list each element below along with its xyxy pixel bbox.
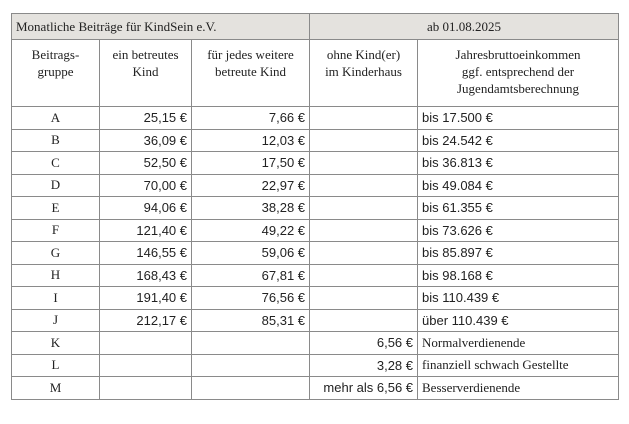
income-cell: bis 85.897 €	[418, 242, 619, 265]
one-child-fee-cell: 52,50 €	[100, 152, 192, 175]
header-one-child: ein betreutes Kind	[100, 40, 192, 107]
no-children-fee-cell	[310, 287, 418, 310]
each-further-child-fee-cell: 67,81 €	[192, 264, 310, 287]
each-further-child-fee-cell: 7,66 €	[192, 107, 310, 130]
no-children-fee-cell	[310, 264, 418, 287]
header-annual-income: Jahresbruttoeinkommen ggf. entsprechend der Jugendamtsberechnung	[418, 40, 619, 107]
one-child-fee-cell	[100, 377, 192, 400]
title-row	[12, 14, 619, 40]
no-children-fee-cell: 6,56 €	[310, 332, 418, 355]
one-child-fee-cell: 191,40 €	[100, 287, 192, 310]
header-each-further-child: für jedes weitere betreute Kind	[192, 40, 310, 107]
fee-table	[11, 13, 619, 400]
income-cell: bis 73.626 €	[418, 219, 619, 242]
table-row	[12, 309, 619, 332]
header-group: Beitrags- gruppe	[12, 40, 100, 107]
group-cell: M	[12, 377, 100, 400]
each-further-child-fee-cell: 49,22 €	[192, 219, 310, 242]
income-cell: Normalverdienende	[418, 332, 619, 355]
no-children-fee-cell	[310, 107, 418, 130]
one-child-fee-cell: 94,06 €	[100, 197, 192, 220]
one-child-fee-cell: 121,40 €	[100, 219, 192, 242]
income-cell: bis 36.813 €	[418, 152, 619, 175]
group-cell: J	[12, 309, 100, 332]
one-child-fee-cell: 168,43 €	[100, 264, 192, 287]
table-title: Monatliche Beiträge für KindSein e.V.	[12, 14, 310, 40]
income-cell: bis 49.084 €	[418, 174, 619, 197]
no-children-fee-cell	[310, 152, 418, 175]
group-cell: K	[12, 332, 100, 355]
each-further-child-fee-cell	[192, 332, 310, 355]
income-cell: bis 98.168 €	[418, 264, 619, 287]
table-row	[12, 264, 619, 287]
no-children-fee-cell	[310, 242, 418, 265]
header-no-children: ohne Kind(er) im Kinderhaus	[310, 40, 418, 107]
table-row	[12, 174, 619, 197]
each-further-child-fee-cell	[192, 377, 310, 400]
no-children-fee-cell	[310, 219, 418, 242]
valid-from-date: ab 01.08.2025	[310, 14, 619, 40]
each-further-child-fee-cell: 12,03 €	[192, 129, 310, 152]
group-cell: E	[12, 197, 100, 220]
each-further-child-fee-cell: 76,56 €	[192, 287, 310, 310]
group-cell: D	[12, 174, 100, 197]
group-cell: H	[12, 264, 100, 287]
one-child-fee-cell: 36,09 €	[100, 129, 192, 152]
income-cell: finanziell schwach Gestellte	[418, 354, 619, 377]
no-children-fee-cell: mehr als 6,56 €	[310, 377, 418, 400]
table-row	[12, 107, 619, 130]
income-cell: Besserverdienende	[418, 377, 619, 400]
no-children-fee-cell	[310, 129, 418, 152]
no-children-fee-cell	[310, 174, 418, 197]
one-child-fee-cell: 25,15 €	[100, 107, 192, 130]
each-further-child-fee-cell: 22,97 €	[192, 174, 310, 197]
group-cell: B	[12, 129, 100, 152]
group-cell: L	[12, 354, 100, 377]
one-child-fee-cell	[100, 354, 192, 377]
table-row	[12, 332, 619, 355]
group-cell: C	[12, 152, 100, 175]
group-cell: A	[12, 107, 100, 130]
group-cell: G	[12, 242, 100, 265]
one-child-fee-cell: 146,55 €	[100, 242, 192, 265]
one-child-fee-cell: 212,17 €	[100, 309, 192, 332]
one-child-fee-cell: 70,00 €	[100, 174, 192, 197]
table-row	[12, 129, 619, 152]
table-row	[12, 377, 619, 400]
no-children-fee-cell: 3,28 €	[310, 354, 418, 377]
each-further-child-fee-cell: 38,28 €	[192, 197, 310, 220]
income-cell: bis 17.500 €	[418, 107, 619, 130]
no-children-fee-cell	[310, 309, 418, 332]
group-cell: F	[12, 219, 100, 242]
income-cell: bis 24.542 €	[418, 129, 619, 152]
income-cell: bis 110.439 €	[418, 287, 619, 310]
fee-table-body	[12, 14, 619, 400]
group-cell: I	[12, 287, 100, 310]
no-children-fee-cell	[310, 197, 418, 220]
table-row	[12, 242, 619, 265]
table-row	[12, 197, 619, 220]
table-row	[12, 354, 619, 377]
each-further-child-fee-cell: 85,31 €	[192, 309, 310, 332]
each-further-child-fee-cell	[192, 354, 310, 377]
table-row	[12, 219, 619, 242]
table-row	[12, 152, 619, 175]
each-further-child-fee-cell: 59,06 €	[192, 242, 310, 265]
one-child-fee-cell	[100, 332, 192, 355]
income-cell: bis 61.355 €	[418, 197, 619, 220]
header-row	[12, 40, 619, 107]
each-further-child-fee-cell: 17,50 €	[192, 152, 310, 175]
table-row	[12, 287, 619, 310]
income-cell: über 110.439 €	[418, 309, 619, 332]
